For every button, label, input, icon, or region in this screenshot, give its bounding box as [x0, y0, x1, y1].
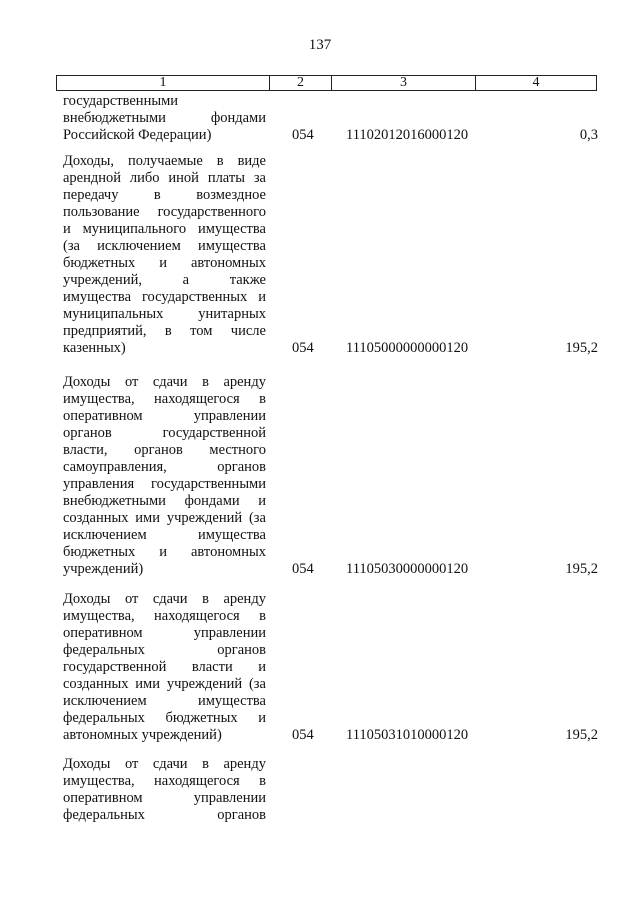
description-word: том — [190, 323, 213, 339]
description-word: в — [259, 391, 266, 407]
description-word: имущества — [197, 238, 266, 254]
description-word: и — [258, 659, 266, 675]
description-word: управлении — [193, 625, 266, 641]
description-word: муниципального — [82, 221, 187, 237]
description-word: федеральных — [63, 642, 145, 658]
description-word: от — [124, 591, 139, 607]
description-word: Доходы — [63, 591, 111, 607]
row-description — [63, 591, 266, 744]
admin-code: 054 — [292, 340, 314, 356]
description-word: и — [63, 221, 71, 237]
kbk-code: 11105030000000120 — [346, 561, 469, 577]
description-line — [63, 255, 266, 272]
description-word: имущества — [63, 289, 132, 305]
description-word: передачу — [63, 187, 119, 203]
description-word: власти, — [63, 442, 108, 458]
description-word: иной — [168, 170, 199, 186]
description-word: предприятий, — [63, 323, 147, 339]
amount-value: 0,3 — [579, 127, 598, 143]
description-word: арендной — [63, 170, 122, 186]
description-word: исключением — [97, 238, 181, 254]
description-word: самоуправления, — [63, 459, 167, 475]
description-word: фондами — [184, 493, 240, 509]
description-word: органов — [217, 642, 266, 658]
description-line — [63, 459, 266, 476]
description-word: в — [202, 756, 209, 772]
description-word: органов — [134, 442, 183, 458]
description-word: имущества — [197, 527, 266, 543]
description-line: Российской Федерации) — [63, 127, 212, 143]
description-line — [63, 238, 266, 255]
description-word: Доходы, — [63, 153, 115, 169]
description-line: автономных учреждений) — [63, 727, 222, 743]
description-word: учреждений — [166, 676, 243, 692]
description-line — [63, 591, 266, 608]
description-word: Доходы — [63, 374, 111, 390]
description-word: в — [259, 773, 266, 789]
description-word: находящегося — [154, 391, 240, 407]
description-word: управлении — [193, 408, 266, 424]
description-line — [63, 391, 266, 408]
description-line: государственными — [63, 93, 179, 109]
description-line — [63, 425, 266, 442]
description-word: государственного — [157, 204, 266, 220]
description-line — [63, 221, 266, 238]
description-word: и — [258, 710, 266, 726]
description-line — [63, 625, 266, 642]
description-word: учреждений, — [63, 272, 142, 288]
description-line — [63, 493, 266, 510]
description-line — [63, 408, 266, 425]
description-word: фондами — [210, 110, 266, 126]
row-description — [63, 374, 266, 578]
description-line — [63, 710, 266, 727]
description-line — [63, 323, 266, 340]
description-word: в — [202, 591, 209, 607]
description-line — [63, 807, 266, 824]
description-word: в — [202, 374, 209, 390]
header-col-3: 3 — [332, 76, 476, 90]
admin-code: 054 — [292, 727, 314, 743]
description-line — [63, 544, 266, 561]
admin-code: 054 — [292, 127, 314, 143]
description-word: исключением — [63, 693, 147, 709]
description-word: органов — [217, 807, 266, 823]
description-word: муниципальных — [63, 306, 164, 322]
description-word: и — [159, 255, 167, 271]
description-word: ими — [135, 510, 160, 526]
description-word: в — [164, 323, 172, 339]
description-word: в — [153, 187, 161, 203]
description-word: органов — [63, 425, 112, 441]
description-word: сдачи — [152, 591, 188, 607]
description-word: управления — [63, 476, 135, 492]
description-word: и — [258, 493, 266, 509]
description-word: находящегося — [154, 773, 240, 789]
description-word: оперативном — [63, 625, 143, 641]
header-col-4: 4 — [532, 75, 540, 90]
description-word: унитарных — [198, 306, 266, 322]
description-word: сдачи — [152, 374, 188, 390]
description-word: имущества — [197, 693, 266, 709]
description-word: а — [182, 272, 190, 288]
description-word: местного — [209, 442, 266, 458]
description-word: получаемые — [128, 153, 203, 169]
row-description — [63, 93, 266, 144]
description-line — [63, 476, 266, 493]
description-word: также — [229, 272, 266, 288]
description-word: за — [253, 170, 266, 186]
description-word: федеральных — [63, 710, 145, 726]
amount-value: 195,2 — [565, 727, 598, 743]
description-word: аренду — [223, 591, 266, 607]
description-line — [63, 272, 266, 289]
description-line — [63, 510, 266, 527]
description-line — [63, 676, 266, 693]
kbk-code: 11102012016000120 — [346, 127, 469, 143]
description-word: сдачи — [152, 756, 188, 772]
description-word: в — [216, 153, 224, 169]
description-word: и — [258, 289, 266, 305]
description-word: имущества, — [63, 391, 135, 407]
amount-value: 195,2 — [565, 561, 598, 577]
kbk-code: 11105000000000120 — [346, 340, 469, 356]
description-word: управлении — [193, 790, 266, 806]
description-word: (за — [248, 676, 266, 692]
description-line — [63, 773, 266, 790]
description-word: от — [124, 374, 139, 390]
description-word: оперативном — [63, 790, 143, 806]
description-word: государственной — [63, 659, 167, 675]
description-line — [63, 693, 266, 710]
description-line — [63, 608, 266, 625]
description-word: имущества, — [63, 608, 135, 624]
description-line — [63, 442, 266, 459]
description-line — [63, 289, 266, 306]
description-word: возмездное — [196, 187, 266, 203]
amount-value: 195,2 — [565, 340, 598, 356]
header-col-1: 1 — [57, 76, 270, 90]
description-line — [63, 790, 266, 807]
description-word: внебюджетными — [63, 493, 166, 509]
description-word: федеральных — [63, 807, 145, 823]
description-word: автономных — [191, 255, 266, 271]
description-line: учреждений) — [63, 561, 144, 577]
kbk-code: 11105031010000120 — [346, 727, 469, 743]
description-word: платы — [207, 170, 245, 186]
description-word: пользование — [63, 204, 140, 220]
description-word: в — [259, 608, 266, 624]
description-word: учреждений — [166, 510, 243, 526]
description-word: имущества — [197, 221, 266, 237]
description-word: бюджетных — [63, 544, 136, 560]
header-col-2: 2 — [270, 76, 332, 90]
description-word: имущества, — [63, 773, 135, 789]
description-line — [63, 374, 266, 391]
description-word: ими — [135, 676, 160, 692]
description-word: бюджетных — [63, 255, 136, 271]
description-word: бюджетных — [165, 710, 238, 726]
description-word: аренду — [223, 756, 266, 772]
description-word: государственными — [150, 476, 266, 492]
description-line — [63, 527, 266, 544]
description-word: государственных — [141, 289, 248, 305]
description-word: созданных — [63, 510, 129, 526]
description-word: либо — [129, 170, 160, 186]
description-word: (за — [63, 238, 80, 254]
description-word: исключением — [63, 527, 147, 543]
description-line — [63, 659, 266, 676]
description-word: оперативном — [63, 408, 143, 424]
description-line — [63, 306, 266, 323]
description-word: органов — [217, 459, 266, 475]
description-word: находящегося — [154, 608, 240, 624]
description-word: автономных — [191, 544, 266, 560]
description-word: государственной — [162, 425, 266, 441]
description-word: аренду — [223, 374, 266, 390]
description-line — [63, 170, 266, 187]
description-word: (за — [248, 510, 266, 526]
description-word: от — [124, 756, 139, 772]
admin-code: 054 — [292, 561, 314, 577]
description-line: казенных) — [63, 340, 126, 356]
description-line — [63, 204, 266, 221]
row-description — [63, 153, 266, 357]
description-line — [63, 642, 266, 659]
description-word: виде — [237, 153, 266, 169]
description-word: Доходы — [63, 756, 111, 772]
description-word: власти — [191, 659, 233, 675]
description-line — [63, 110, 266, 127]
description-word: и — [159, 544, 167, 560]
table-header-row — [56, 75, 597, 91]
description-line — [63, 153, 266, 170]
description-word: созданных — [63, 676, 129, 692]
description-line — [63, 187, 266, 204]
page-number: 137 — [308, 37, 332, 53]
description-word: внебюджетными — [63, 110, 166, 126]
row-description — [63, 756, 266, 824]
description-word: числе — [230, 323, 266, 339]
description-line — [63, 756, 266, 773]
